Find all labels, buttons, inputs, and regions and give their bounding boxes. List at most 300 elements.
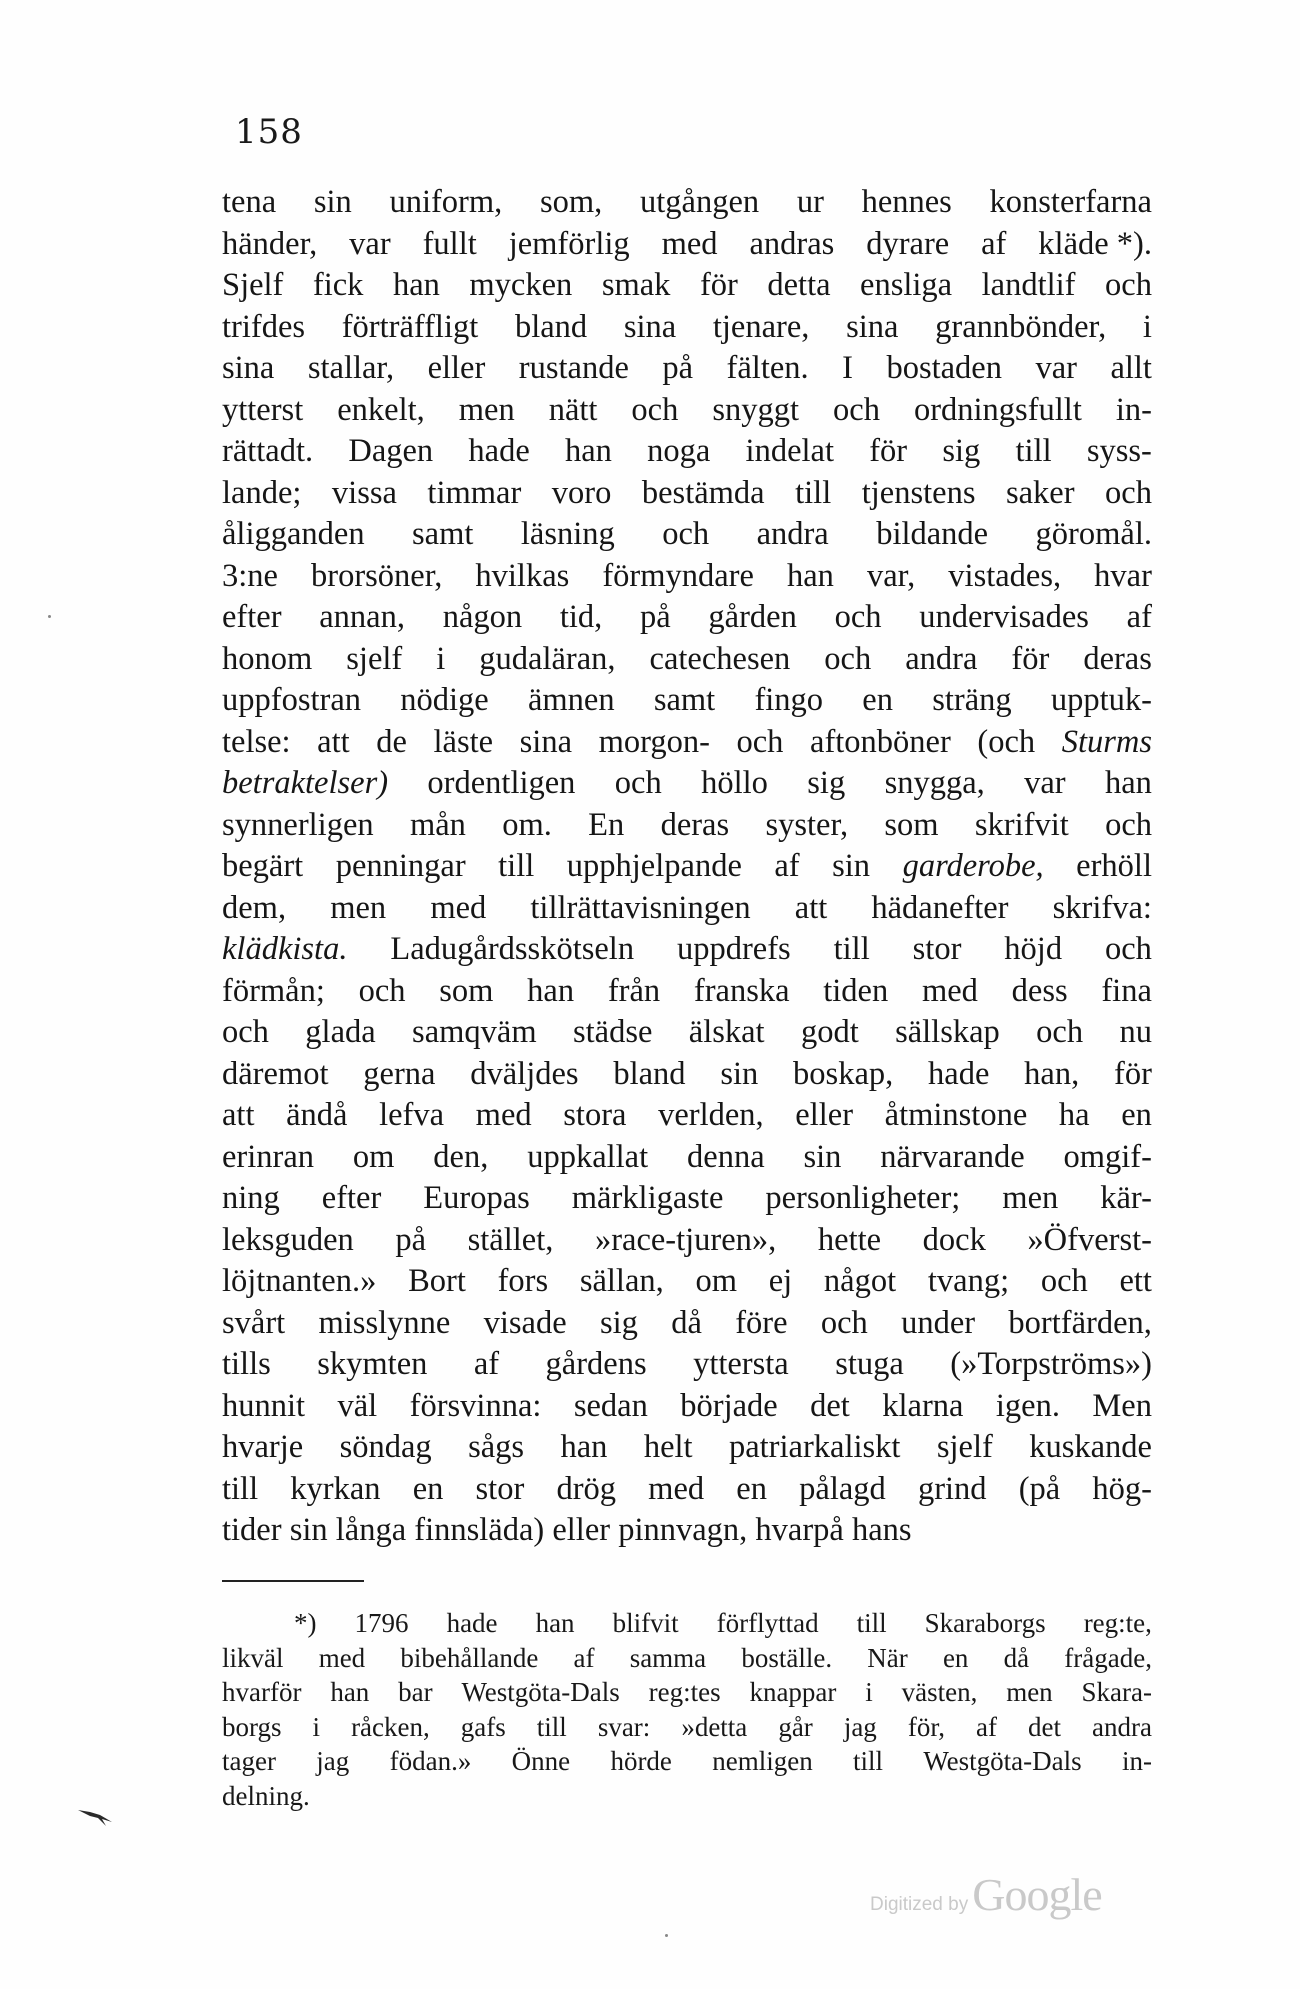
- word: händer,: [222, 225, 318, 262]
- text-line: [222, 1137, 1152, 1179]
- word: konsterfarna: [989, 184, 1152, 220]
- word: samma: [629, 1642, 707, 1673]
- word: knappar: [749, 1677, 837, 1707]
- word: Skaraborgs: [924, 1608, 1046, 1638]
- word: tid,: [559, 599, 603, 635]
- word: däremot: [222, 1055, 329, 1092]
- word: de: [376, 723, 407, 760]
- word: hörde: [610, 1746, 672, 1776]
- word: sina: [519, 723, 572, 760]
- word: ensliga: [860, 267, 953, 303]
- word: åligganden: [222, 516, 365, 552]
- word: saker: [1005, 474, 1075, 511]
- word: ändå: [286, 1097, 348, 1133]
- word: hvar: [1094, 557, 1152, 594]
- word: omgif-: [1063, 1138, 1152, 1175]
- word: och: [834, 599, 882, 635]
- word: gerna: [363, 1055, 436, 1092]
- word: höllo: [701, 765, 768, 801]
- word: under: [901, 1304, 976, 1341]
- word: vissa: [331, 474, 397, 511]
- text-line: [222, 1220, 1152, 1262]
- text-line: [222, 1427, 1152, 1469]
- word: helt: [643, 1429, 693, 1465]
- word: och: [736, 723, 784, 760]
- word: indelat: [745, 433, 834, 469]
- word: uppfostran: [222, 682, 361, 718]
- word: med: [475, 1097, 532, 1133]
- word: tider: [222, 1512, 282, 1548]
- word: hade: [928, 1055, 990, 1092]
- word: borgs: [222, 1711, 282, 1742]
- word: och: [631, 391, 679, 428]
- word: drög: [556, 1470, 617, 1507]
- word: han: [392, 267, 440, 303]
- text-line: [222, 473, 1152, 515]
- text-line: [222, 929, 1152, 971]
- word: han,: [1024, 1055, 1080, 1092]
- word: sig: [942, 433, 981, 469]
- word: hvilkas: [475, 557, 570, 594]
- word: telse:: [222, 723, 291, 760]
- stray-mark: [48, 615, 51, 618]
- text-line: [222, 1386, 1152, 1428]
- word: sjelf: [346, 640, 403, 677]
- word: patriarkaliskt: [728, 1429, 901, 1465]
- word: tjenstens: [861, 474, 976, 511]
- word: som: [884, 806, 939, 843]
- word: fina: [1101, 972, 1152, 1009]
- word: stället,: [467, 1221, 554, 1258]
- word: igen.: [995, 1387, 1060, 1424]
- word: och: [1105, 806, 1152, 843]
- word: förmyndare: [602, 557, 754, 594]
- word: reg:tes: [648, 1677, 721, 1707]
- word: dväljdes: [470, 1055, 579, 1092]
- word: leksguden: [222, 1221, 354, 1258]
- text-line: [222, 431, 1152, 473]
- word: eller: [427, 350, 486, 386]
- text-line: [222, 1510, 1152, 1552]
- printer-mark-icon: [76, 1806, 116, 1830]
- word: godt: [800, 1014, 859, 1050]
- word: catechesen: [649, 640, 791, 677]
- word: till: [856, 1608, 887, 1638]
- word: lefva: [379, 1097, 445, 1133]
- word: från: [607, 972, 661, 1009]
- word: bostaden: [886, 350, 1002, 386]
- word: sällskap: [895, 1014, 1000, 1050]
- word: något: [823, 1263, 897, 1299]
- text-line: [222, 763, 1152, 805]
- word: klarna: [882, 1387, 964, 1424]
- word: »race-tjuren»,: [594, 1221, 777, 1258]
- watermark-prefix: Digitized by: [870, 1894, 969, 1915]
- word: råcken,: [351, 1711, 430, 1742]
- word: bibehållande: [400, 1642, 539, 1673]
- word: men: [1002, 1180, 1059, 1216]
- word: hans: [851, 1512, 912, 1548]
- word: sin: [720, 1055, 759, 1092]
- word: stuga: [835, 1346, 904, 1382]
- word: han: [786, 557, 834, 594]
- word: en: [862, 682, 893, 718]
- word: tillrättavisningen: [530, 889, 751, 926]
- word: för,: [907, 1711, 945, 1742]
- word: af: [473, 1346, 500, 1382]
- word: brorsöner,: [311, 557, 443, 594]
- word: andra: [756, 516, 829, 552]
- word: läste: [433, 723, 494, 760]
- word: ej: [768, 1263, 793, 1299]
- word: på: [395, 1221, 427, 1258]
- word: 1796: [354, 1608, 409, 1638]
- word: af: [981, 225, 1007, 262]
- word: i: [1142, 308, 1152, 345]
- word: älskat: [688, 1014, 765, 1050]
- word: ha: [1058, 1097, 1090, 1133]
- word: upphjelpande: [566, 848, 742, 884]
- word: honom: [222, 640, 313, 677]
- word: dock: [922, 1221, 986, 1258]
- word: sin: [832, 848, 871, 884]
- word: visade: [483, 1304, 567, 1341]
- word: Sjelf: [222, 267, 284, 303]
- word: ytterst: [222, 391, 304, 428]
- word: försvinna:: [409, 1387, 542, 1424]
- word: gudaläran,: [479, 640, 616, 677]
- word: Ladugårdsskötseln: [390, 931, 635, 967]
- text-line: [222, 390, 1152, 432]
- word: andras: [749, 225, 835, 262]
- text-line: [222, 1303, 1152, 1345]
- word: som: [439, 972, 494, 1009]
- footnote-line: [222, 1744, 1152, 1779]
- word: boställe.: [741, 1642, 833, 1673]
- word: hette: [817, 1221, 882, 1258]
- word: När: [867, 1642, 908, 1673]
- word: söndag: [339, 1429, 432, 1465]
- word: rustande: [518, 350, 629, 386]
- word: den,: [433, 1138, 489, 1175]
- word: västen,: [901, 1677, 978, 1707]
- word: sina: [222, 350, 275, 386]
- word: bortfärden,: [1008, 1304, 1152, 1341]
- word: eller: [795, 1097, 854, 1133]
- word: om: [352, 1138, 395, 1175]
- word: i: [312, 1711, 321, 1742]
- word: men: [458, 391, 515, 428]
- word: gafs: [460, 1711, 506, 1742]
- word: var,: [866, 557, 916, 594]
- word: hvarpå: [755, 1512, 844, 1548]
- word: upptuk-: [1050, 682, 1152, 718]
- word: lande;: [222, 474, 302, 511]
- word: hade: [446, 1608, 498, 1638]
- word: sällan,: [579, 1263, 664, 1299]
- word: skrifvit: [974, 806, 1069, 843]
- word: på: [640, 599, 671, 635]
- text-line: [222, 1344, 1152, 1386]
- word: synnerligen: [222, 806, 374, 843]
- word: ett: [1119, 1263, 1152, 1299]
- word: svar:: [597, 1711, 651, 1742]
- word: ordningsfullt: [913, 391, 1082, 428]
- word: och: [824, 640, 872, 677]
- word: dess: [1011, 972, 1068, 1009]
- word: annan,: [319, 599, 405, 635]
- text-line: [222, 1261, 1152, 1303]
- word: förflyttad: [716, 1608, 819, 1638]
- word: kuskande: [1029, 1429, 1152, 1465]
- word: och: [1040, 1263, 1088, 1299]
- word: nemligen: [712, 1746, 813, 1776]
- word: jemförlig: [508, 225, 630, 262]
- text-line: [222, 597, 1152, 639]
- word: stor: [912, 931, 962, 967]
- word: svårt: [222, 1304, 286, 1341]
- word: till: [536, 1711, 567, 1742]
- word: *): [294, 1608, 317, 1638]
- word: aftonböner: [810, 723, 951, 760]
- word: och: [1104, 931, 1152, 967]
- word: om: [695, 1263, 738, 1299]
- word: kläde *).: [1038, 225, 1152, 262]
- text-line: [222, 1178, 1152, 1220]
- word: 3:ne: [222, 557, 278, 594]
- word: en: [942, 1642, 969, 1673]
- word: var: [349, 225, 391, 262]
- word: betraktelser): [222, 765, 389, 801]
- word: kär-: [1100, 1180, 1152, 1216]
- footnote: [222, 1606, 1152, 1813]
- footnote-line: [222, 1710, 1152, 1745]
- word: pinnvagn,: [618, 1512, 748, 1548]
- word: sågs: [468, 1429, 525, 1465]
- word: penningar: [335, 848, 466, 884]
- word: allt: [1110, 350, 1152, 386]
- text-line: [222, 556, 1152, 598]
- word: men: [1006, 1677, 1053, 1707]
- word: Sturms: [1061, 723, 1152, 760]
- word: bildande: [876, 516, 989, 552]
- word: rättadt.: [222, 433, 314, 469]
- word: snyggt: [712, 391, 800, 428]
- word: jag: [843, 1711, 877, 1742]
- word: och: [1036, 1014, 1084, 1050]
- word: Önne: [511, 1746, 571, 1776]
- word: mån: [409, 806, 466, 843]
- word: det: [1028, 1711, 1061, 1742]
- word: dyrare: [866, 225, 950, 262]
- word: men: [330, 889, 387, 926]
- word: bland: [514, 308, 588, 345]
- word: hade: [468, 433, 530, 469]
- word: Westgöta-Dals: [461, 1677, 620, 1707]
- word: läsning: [520, 516, 615, 552]
- word: skrifva:: [1052, 889, 1152, 926]
- word: fors: [497, 1263, 549, 1299]
- word: till: [795, 474, 832, 511]
- word: i: [865, 1677, 873, 1707]
- word: att: [222, 1097, 255, 1133]
- word: hädanefter: [871, 889, 1009, 926]
- word: af: [573, 1642, 595, 1673]
- word: gården: [708, 599, 797, 635]
- word: dem,: [222, 889, 287, 926]
- footnote-line: [222, 1675, 1152, 1710]
- word: det: [810, 1387, 850, 1424]
- word: uppdrefs: [676, 931, 791, 967]
- word: då: [671, 1304, 702, 1341]
- word: smak: [601, 267, 671, 303]
- word: han: [1104, 765, 1152, 801]
- word: af: [1126, 599, 1152, 635]
- word: verlden,: [658, 1097, 764, 1133]
- word: landtlif: [981, 267, 1076, 303]
- word: efter: [222, 599, 282, 635]
- word: undervisades: [919, 599, 1089, 635]
- word: med: [661, 225, 718, 262]
- word: kyrkan: [290, 1470, 381, 1507]
- page-number: 158: [235, 112, 303, 152]
- word: klädkista.: [222, 931, 348, 967]
- stray-mark: [665, 1934, 668, 1937]
- word: han: [564, 433, 612, 469]
- word: bestämda: [641, 474, 765, 511]
- word: han: [330, 1677, 370, 1707]
- word: finnsläda): [414, 1512, 545, 1548]
- word: ur: [796, 184, 824, 220]
- text-line: [222, 1054, 1152, 1096]
- text-line: [222, 1095, 1152, 1137]
- word: ämnen: [527, 682, 615, 718]
- word: blifvit: [612, 1608, 679, 1638]
- word: som,: [539, 184, 603, 220]
- word: han: [527, 972, 575, 1009]
- word: eller: [552, 1512, 611, 1548]
- word: göromål.: [1035, 516, 1152, 552]
- word: med: [318, 1642, 366, 1673]
- text-line: [222, 1012, 1152, 1054]
- word: nu: [1119, 1014, 1152, 1050]
- word: syster,: [765, 806, 849, 843]
- watermark-brand: Google: [972, 1869, 1102, 1920]
- footnote-line: [222, 1779, 1152, 1814]
- word: tills: [222, 1346, 271, 1382]
- word: hunnit: [222, 1387, 306, 1424]
- text-line: [222, 722, 1152, 764]
- word: samt: [653, 682, 716, 718]
- word: sina: [623, 308, 677, 345]
- word: till: [222, 1470, 259, 1507]
- word: ordentligen: [427, 765, 576, 801]
- word: stora: [563, 1097, 627, 1133]
- word: fingo: [754, 682, 824, 718]
- word: mycken: [469, 267, 573, 303]
- word: med: [648, 1470, 705, 1507]
- word: för: [1011, 640, 1050, 677]
- word: frågade,: [1064, 1642, 1152, 1673]
- word: till: [1015, 433, 1052, 469]
- word: och: [1105, 474, 1152, 511]
- word: sig: [807, 765, 846, 801]
- word: andra: [905, 640, 978, 677]
- word: denna: [687, 1138, 765, 1175]
- word: sina: [846, 308, 899, 345]
- word: Bort: [408, 1263, 466, 1299]
- word: han: [560, 1429, 608, 1465]
- word: bland: [613, 1055, 686, 1092]
- word: garderobe,: [902, 848, 1044, 884]
- word: före: [735, 1304, 788, 1341]
- word: började: [680, 1387, 778, 1424]
- word: i: [436, 640, 446, 677]
- footnote-rule: [222, 1580, 364, 1582]
- word: deras: [660, 806, 730, 843]
- word: likväl: [222, 1642, 284, 1673]
- word: (»Torpströms»): [950, 1346, 1152, 1382]
- word: till: [833, 931, 870, 967]
- word: och: [833, 391, 880, 428]
- word: en: [736, 1470, 767, 1507]
- word: hvarför: [222, 1677, 302, 1707]
- word: att: [794, 889, 828, 926]
- word: »detta: [681, 1711, 748, 1742]
- word: (och: [977, 723, 1036, 760]
- word: sin: [289, 1512, 328, 1548]
- word: tena: [222, 184, 277, 220]
- word: jag: [316, 1746, 350, 1776]
- word: nätt: [548, 391, 598, 428]
- word: städse: [572, 1014, 653, 1050]
- footnote-line: [222, 1606, 1152, 1641]
- word: »Öfverst-: [1027, 1221, 1152, 1258]
- word: fullt: [422, 225, 477, 262]
- word: sedan: [573, 1387, 648, 1424]
- word: syss-: [1086, 433, 1152, 469]
- word: En: [588, 806, 625, 843]
- text-line: [222, 182, 1152, 224]
- text-line: [222, 971, 1152, 1013]
- word: I: [842, 350, 853, 386]
- word: och: [662, 516, 710, 552]
- text-line: [222, 805, 1152, 847]
- word: förträffligt: [341, 308, 479, 345]
- word: till: [853, 1746, 884, 1776]
- word: voro: [551, 474, 612, 511]
- footnote-line: [222, 1641, 1152, 1676]
- word: tiden: [823, 972, 889, 1009]
- word: till: [498, 848, 535, 884]
- word: boskap,: [793, 1055, 894, 1092]
- word: sin: [803, 1138, 842, 1175]
- word: och: [358, 972, 406, 1009]
- text-line: [222, 224, 1152, 266]
- word: åtminstone: [884, 1097, 1028, 1133]
- word: fick: [312, 267, 364, 303]
- text-line: [222, 888, 1152, 930]
- word: andra: [1092, 1711, 1152, 1742]
- word: och: [820, 1304, 868, 1341]
- word: Westgöta-Dals: [923, 1746, 1082, 1776]
- word: märkligaste: [571, 1180, 724, 1216]
- word: någon: [442, 599, 523, 635]
- body-text: [222, 182, 1152, 1552]
- text-line: [222, 639, 1152, 681]
- word: går: [778, 1711, 813, 1742]
- word: pålagd: [799, 1470, 886, 1507]
